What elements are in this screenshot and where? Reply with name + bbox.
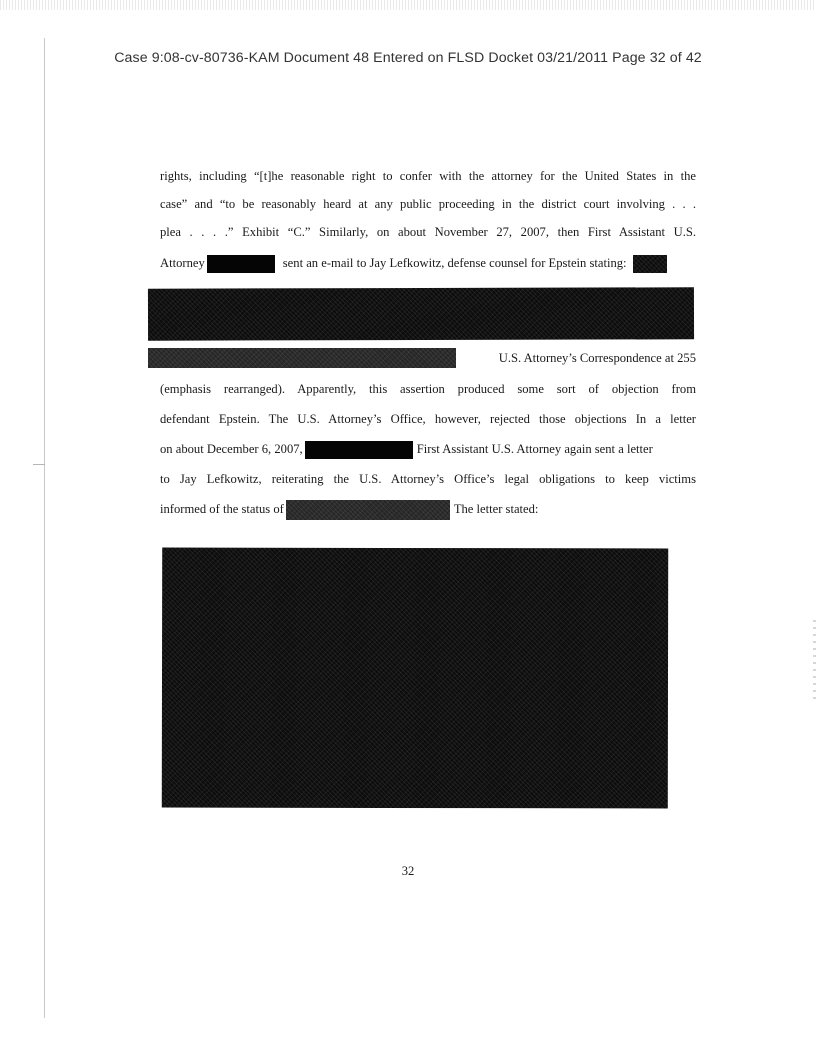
body-line-with-redaction (160, 253, 696, 273)
body-text-fragment: on about December 6, 2007, (160, 442, 303, 456)
redaction-block (162, 548, 668, 809)
redaction-block (148, 348, 456, 368)
margin-mark (33, 464, 45, 465)
body-line: rights, including “[t]he reasonable right to confer with the attorney for the United States in the (160, 169, 696, 183)
page-number: 32 (401, 864, 415, 878)
body-text-fragment: The letter stated: (453, 502, 539, 516)
redaction-block (286, 500, 450, 520)
body-line: (emphasis rearranged). Apparently, this assertion produced some sort of objection from (160, 382, 696, 396)
body-text-fragment: informed of the status of (160, 502, 284, 516)
body-text-fragment: sent an e-mail to Jay Lefkowitz, defense counsel for Epstein stating: (282, 256, 627, 270)
redaction-block (633, 255, 667, 273)
body-line: plea . . . .” Exhibit “C.” Similarly, on about November 27, 2007, then First Assistant U.S. (160, 225, 696, 239)
body-line: defendant Epstein. The U.S. Attorney’s Office, however, rejected those objections In a letter (160, 412, 696, 426)
body-line: to Jay Lefkowitz, reiterating the U.S. Attorney’s Office’s legal obligations to keep victims (160, 472, 696, 486)
scan-noise (0, 0, 816, 10)
body-line: case” and “to be reasonably heard at any public proceeding in the district court involving . . . (160, 197, 696, 211)
body-text-fragment: Attorney (160, 256, 205, 270)
redaction-block (305, 441, 413, 459)
redaction-block (148, 287, 694, 340)
body-text-fragment: First Assistant U.S. Attorney again sent a letter (416, 442, 653, 456)
redaction-block (207, 255, 275, 273)
body-line: U.S. Attorney’s Correspondence at 255 (498, 351, 696, 365)
body-line-with-redaction (160, 439, 696, 459)
body-line-with-redaction (160, 499, 696, 520)
docket-header: Case 9:08-cv-80736-KAM Document 48 Entered on FLSD Docket 03/21/2011 Page 32 of 42 (114, 50, 702, 66)
